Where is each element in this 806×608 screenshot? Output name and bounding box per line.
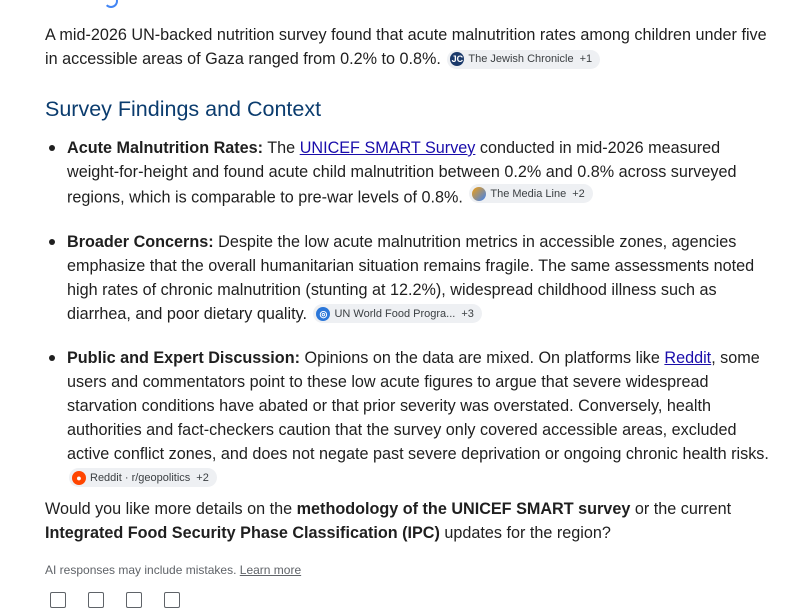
source-chip-wfp[interactable]: [313, 304, 481, 323]
wfp-icon: ◎: [316, 307, 330, 321]
bullet-text: Despite the low acute malnutrition metrics in accessible zones, agencies emphasize that the overall humanitarian situation remains fragile. The same assessments noted high rates of chronic malnutrition (stunting at 12.2%), widespread childhood illness such as diarrhea, and poor dietary quality.: [67, 232, 755, 323]
bullet-dot: [49, 239, 55, 245]
disclaimer-text: AI responses may include mistakes.: [45, 563, 237, 577]
followup-text: or the current: [634, 500, 732, 518]
jewish-chronicle-icon: JC: [451, 54, 464, 64]
ai-spinner-icon: [104, 0, 118, 8]
followup-text: updates for the region?: [444, 524, 611, 542]
chip-more-count: +2: [196, 471, 209, 484]
chip-label: The Media Line: [490, 187, 567, 200]
bullet-title: Broader Concerns:: [67, 232, 214, 251]
chip-more-count: +3: [461, 307, 474, 320]
chip-more-count: +1: [579, 53, 593, 65]
bullet-dot: [49, 145, 55, 151]
share-icon[interactable]: [126, 592, 142, 608]
section-heading: Survey Findings and Context: [45, 97, 322, 121]
ai-disclaimer: [45, 563, 301, 577]
thumbs-down-icon[interactable]: [88, 592, 104, 608]
feedback-toolbar: [50, 592, 180, 608]
bullet-text: The: [267, 139, 296, 157]
source-chip-jewish-chronicle[interactable]: [447, 50, 600, 69]
bullet-text: Opinions on the data are mixed. On platforms like: [304, 348, 660, 367]
chip-label: Reddit · r/geopolitics: [90, 471, 191, 484]
list-item: [45, 230, 775, 326]
bullet-text: conducted in mid-2026 measured weight-for-height and found acute child malnutrition between 0.2% and 0.8% across surveyed regions, which is comparable to pre-war levels of 0.8%.: [67, 139, 737, 207]
thumbs-up-icon[interactable]: [50, 592, 66, 608]
followup-bold-methodology: methodology of the UNICEF SMART survey: [296, 500, 631, 518]
bullet-dot: [49, 355, 55, 361]
list-item: [45, 346, 775, 490]
source-chip-media-line[interactable]: [469, 184, 592, 203]
reddit-icon: ●: [72, 471, 86, 485]
reddit-link[interactable]: Reddit: [664, 348, 712, 367]
followup-text: Would you like more details on the: [45, 500, 293, 518]
intro-paragraph: [45, 23, 775, 71]
unicef-smart-survey-link[interactable]: UNICEF SMART Survey: [299, 139, 476, 157]
source-chip-reddit[interactable]: [69, 468, 217, 487]
media-line-icon: [472, 187, 486, 201]
bullet-title: Acute Malnutrition Rates:: [67, 139, 264, 157]
bullet-title: Public and Expert Discussion:: [67, 348, 300, 367]
intro-text: A mid-2026 UN-backed nutrition survey found that acute malnutrition rates among children under five in accessible areas of Gaza ranged from 0.2% to 0.8%.: [45, 26, 767, 68]
followup-bold-ipc: Integrated Food Security Phase Classification (IPC): [45, 524, 440, 542]
learn-more-link[interactable]: Learn more: [239, 563, 302, 577]
chip-label: UN World Food Progra...: [334, 307, 456, 320]
bullet-text: , some users and commentators point to these low acute figures to argue that severe widespread starvation conditions have abated or that prior severity was overstated. Conversely, health authorities and fact-checkers caution that the survey only covered accessible areas, excluded active conflict zones, and does not negate past severe deprivation or ongoing chronic health risks.: [67, 348, 769, 463]
chip-more-count: +2: [572, 187, 585, 200]
chip-label: The Jewish Chronicle: [468, 53, 574, 65]
more-options-icon[interactable]: [164, 592, 180, 608]
followup-paragraph: [45, 497, 775, 545]
list-item: [45, 136, 775, 210]
findings-list: [45, 136, 775, 510]
